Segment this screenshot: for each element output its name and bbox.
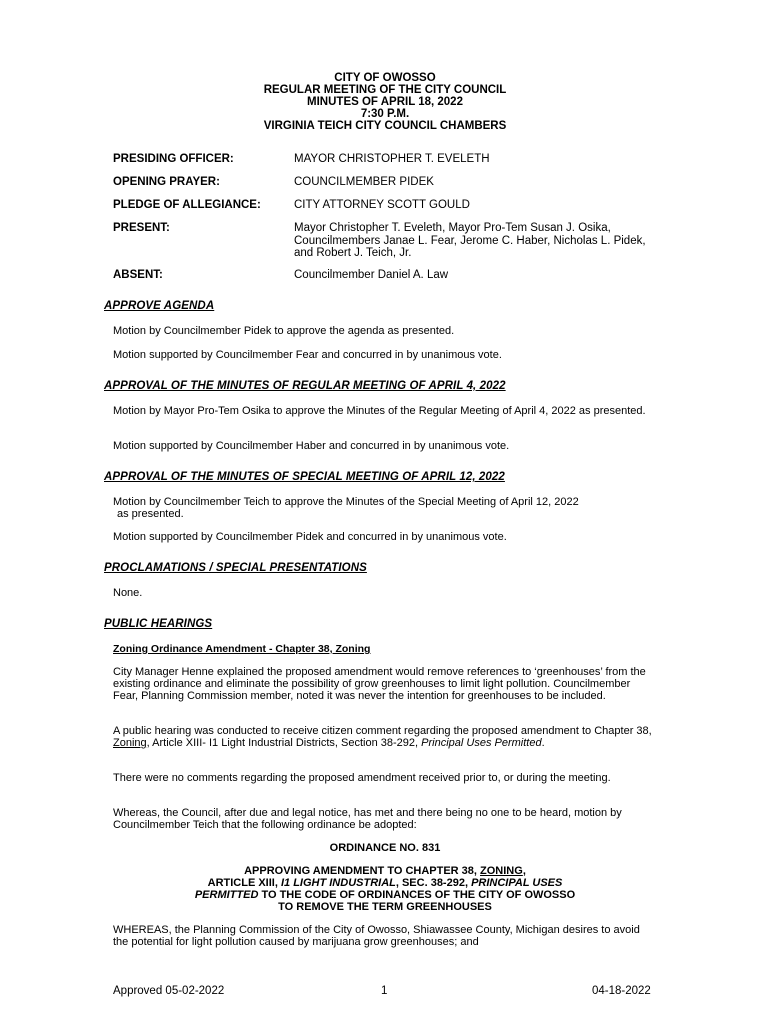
- absent-value: Councilmember Daniel A. Law: [294, 269, 449, 281]
- hearing-text-zoning: Zoning: [113, 737, 147, 749]
- ord-t1a: APPROVING AMENDMENT TO CHAPTER 38,: [244, 865, 481, 877]
- ordinance-title-line3: [0, 889, 770, 901]
- header-location: VIRGINIA TEICH CITY COUNCIL CHAMBERS: [263, 120, 507, 132]
- header-city: CITY OF OWOSSO: [334, 72, 436, 84]
- ord-t2d: PRINCIPAL USES: [471, 877, 563, 889]
- footer-page-number: 1: [381, 985, 388, 997]
- hearing-text-a: A public hearing was conducted to receive citizen comment regarding the proposed amendment to Chapter 38,: [113, 725, 652, 737]
- present-label: PRESENT:: [113, 222, 170, 234]
- footer-approved: Approved 05-02-2022: [113, 985, 225, 997]
- ordinance-title-line1: [0, 865, 770, 877]
- presiding-officer-value: MAYOR CHRISTOPHER T. EVELETH: [294, 153, 490, 165]
- minutes-april4-support: Motion supported by Councilmember Haber and concurred in by unanimous vote.: [113, 440, 510, 452]
- public-hearing-no-comments: There were no comments regarding the proposed amendment received prior to, or during the meeting.: [113, 772, 611, 784]
- ordinance-title-line2: [0, 877, 770, 889]
- ord-t2b: I1 LIGHT INDUSTRIAL: [280, 877, 396, 889]
- proclamations-text: None.: [113, 587, 143, 599]
- opening-prayer-label: OPENING PRAYER:: [113, 176, 220, 188]
- minutes-april12-motion: Motion by Councilmember Teich to approve the Minutes of the Special Meeting of April 12, 2022: [113, 496, 579, 508]
- public-hearings-heading: PUBLIC HEARINGS: [104, 618, 213, 630]
- minutes-april4-motion: Motion by Mayor Pro-Tem Osika to approve the Minutes of the Regular Meeting of April 4, 2022 as presented.: [113, 405, 646, 417]
- present-value: Mayor Christopher T. Eveleth, Mayor Pro-Tem Susan J. Osika, Councilmembers Janae L. Fear, Jerome C. Haber, Nicholas L. Pidek, and Robert J. Teich, Jr.: [294, 222, 646, 259]
- minutes-april4-heading: APPROVAL OF THE MINUTES OF REGULAR MEETING OF APRIL 4, 2022: [104, 380, 506, 392]
- header-time: 7:30 P.M.: [360, 108, 410, 120]
- public-hearing-whereas-motion: Whereas, the Council, after due and legal notice, has met and there being no one to be heard, motion by Councilmember Teich that the following ordinance be adopted:: [113, 807, 622, 831]
- minutes-april12-motion-cont: as presented.: [117, 508, 184, 520]
- header-minutes-date: MINUTES OF APRIL 18, 2022: [307, 96, 463, 108]
- header-meeting: REGULAR MEETING OF THE CITY COUNCIL: [263, 84, 507, 96]
- hearing-text-c: , Article XIII- I1 Light Industrial Districts, Section 38-292,: [146, 737, 422, 749]
- ordinance-whereas: WHEREAS, the Planning Commission of the City of Owosso, Shiawassee County, Michigan desires to avoid the potential for light pollution caused by marijuana grow greenhouses; and: [113, 924, 640, 948]
- footer-meeting-date: 04-18-2022: [592, 985, 651, 997]
- minutes-april12-support: Motion supported by Councilmember Pidek and concurred in by unanimous vote.: [113, 531, 507, 543]
- minutes-april12-heading: APPROVAL OF THE MINUTES OF SPECIAL MEETING OF APRIL 12, 2022: [104, 471, 505, 483]
- ordinance-number: ORDINANCE NO. 831: [329, 842, 441, 854]
- ord-t2a: ARTICLE XIII,: [207, 877, 281, 889]
- absent-label: ABSENT:: [113, 269, 163, 281]
- approve-agenda-support: Motion supported by Councilmember Fear and concurred in by unanimous vote.: [113, 349, 502, 361]
- ord-t3b: TO THE CODE OF ORDINANCES OF THE CITY OF OWOSSO: [258, 889, 576, 901]
- hearing-text-e: .: [541, 737, 545, 749]
- presiding-officer-label: PRESIDING OFFICER:: [113, 153, 234, 165]
- approve-agenda-motion: Motion by Councilmember Pidek to approve the agenda as presented.: [113, 325, 455, 337]
- proclamations-heading: PROCLAMATIONS / SPECIAL PRESENTATIONS: [104, 562, 367, 574]
- hearing-text-principal-uses: Principal Uses Permitted: [421, 737, 542, 749]
- zoning-amendment-subheading: Zoning Ordinance Amendment - Chapter 38, Zoning: [113, 643, 371, 655]
- ord-t3a: PERMITTED: [194, 889, 259, 901]
- pledge-label: PLEDGE OF ALLEGIANCE:: [113, 199, 261, 211]
- ordinance-title-line4: TO REMOVE THE TERM GREENHOUSES: [278, 901, 492, 913]
- approve-agenda-heading: APPROVE AGENDA: [104, 300, 215, 312]
- ord-t1b: ZONING: [480, 865, 523, 877]
- public-hearing-explanation: City Manager Henne explained the proposed amendment would remove references to ‘greenhouses’ from the existing ordinance and eliminate the possibility of grow greenhouses to limit light pollution. Councilmember Fear, Planning Commission member, noted it was never the intention for greenhouses to be included.: [113, 666, 646, 702]
- ord-t2c: , SEC. 38-292,: [395, 877, 472, 889]
- public-hearing-conducted: [113, 725, 653, 749]
- pledge-value: CITY ATTORNEY SCOTT GOULD: [294, 199, 470, 211]
- opening-prayer-value: COUNCILMEMBER PIDEK: [294, 176, 434, 188]
- ord-t1c: ,: [522, 865, 526, 877]
